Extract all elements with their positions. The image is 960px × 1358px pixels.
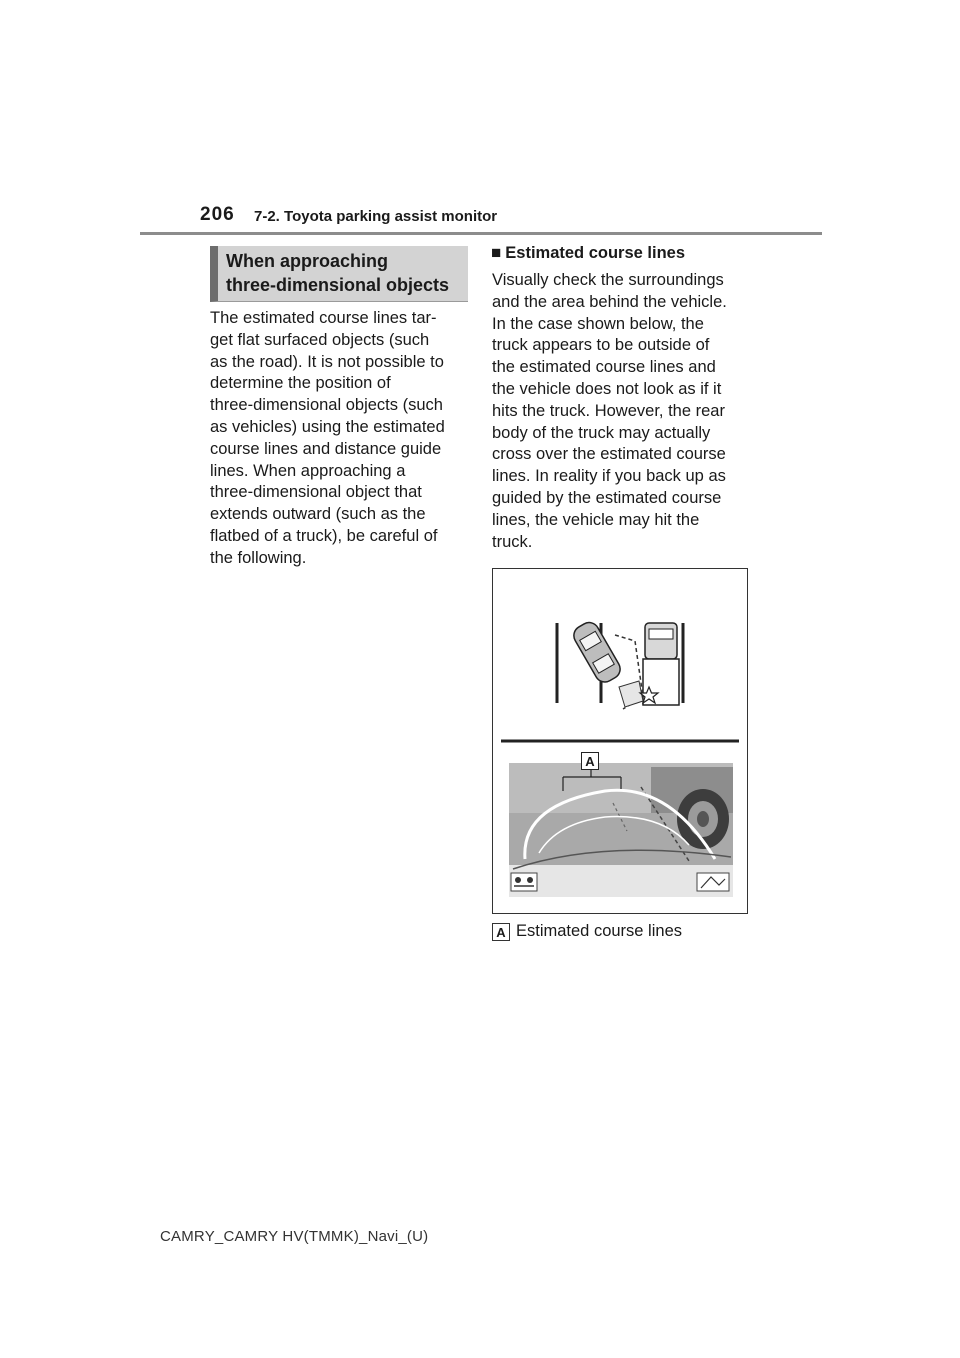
body-line: as vehicles) using the estimated (210, 417, 445, 436)
body-line: the following. (210, 548, 307, 567)
body-line: The estimated course lines tar- (210, 309, 437, 327)
callout-label-a: A (581, 752, 599, 770)
left-body-text (210, 308, 472, 570)
figure-legend (492, 922, 682, 941)
body-line: as the road). It is not possible to (210, 352, 444, 371)
body-line: get flat surfaced objects (such (210, 330, 430, 349)
body-line: In the case shown below, the (492, 314, 704, 333)
header-divider (140, 232, 822, 235)
document-footer: CAMRY_CAMRY HV(TMMK)_Navi_(U) (160, 1228, 429, 1245)
body-line: three-dimensional object that (210, 483, 422, 502)
legend-text: Estimated course lines (516, 922, 682, 940)
subheading (491, 243, 685, 263)
body-line: lines. When approaching a (210, 461, 406, 480)
page-number: 206 (200, 204, 235, 225)
rear-camera-view (509, 763, 733, 897)
right-body-text (492, 270, 754, 553)
topic-heading (210, 246, 468, 302)
section-title: 7-2. Toyota parking assist monitor (254, 208, 498, 225)
top-view-diagram (557, 619, 683, 709)
body-line: determine the position of (210, 374, 391, 393)
body-line: the vehicle does not look as if it (492, 379, 722, 398)
topic-heading-line-1: When approaching (226, 251, 388, 271)
square-bullet-icon: ■ (491, 243, 502, 262)
legend-key-a: A (492, 923, 510, 941)
body-line: truck appears to be outside of (492, 336, 710, 355)
body-line: three-dimensional objects (such (210, 396, 443, 415)
course-lines-illustration (492, 568, 748, 914)
body-line: course lines and distance guide (210, 439, 442, 458)
topic-heading-line-2: three-dimensional objects (226, 275, 450, 295)
illustration-svg (493, 569, 747, 913)
body-line: flatbed of a truck), be careful of (210, 526, 438, 545)
body-line: lines. In reality if you back up as (492, 467, 726, 486)
body-line: truck. (492, 532, 533, 551)
body-line: guided by the estimated course (492, 488, 722, 507)
body-line: Visually check the surroundings (492, 271, 724, 289)
view-switch-icon (697, 873, 729, 891)
body-line: cross over the estimated course (492, 445, 726, 464)
guide-mode-icon (511, 873, 537, 891)
body-line: hits the truck. However, the rear (492, 401, 725, 420)
subheading-text: Estimated course lines (505, 244, 686, 262)
body-line: the estimated course lines and (492, 358, 716, 377)
car-top-view (570, 619, 624, 686)
body-line: and the area behind the vehicle. (492, 292, 727, 311)
body-line: lines, the vehicle may hit the (492, 510, 700, 529)
body-line: body of the truck may actually (492, 423, 711, 442)
body-line: extends outward (such as the (210, 505, 426, 524)
